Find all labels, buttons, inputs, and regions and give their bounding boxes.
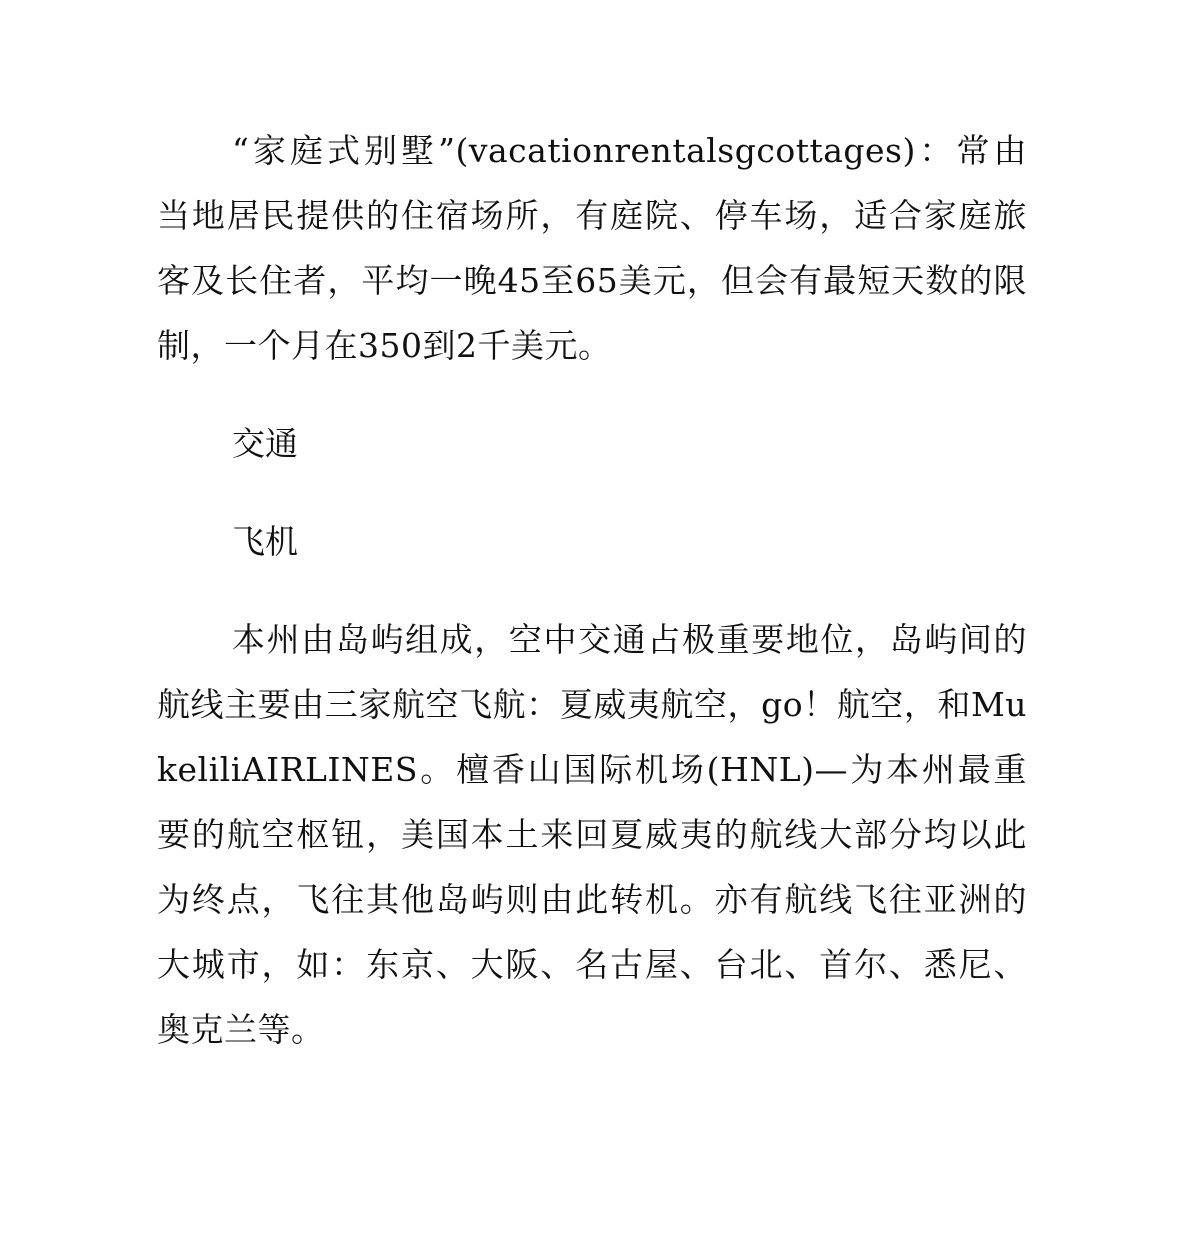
paragraph-air-travel: 本州由岛屿组成，空中交通占极重要地位，岛屿间的航线主要由三家航空飞航：夏威夷航空，go！航空，和MukeliliAIRLINES。檀香山国际机场(HNL)—为本州最重要的航空枢钮，美国本土来回夏威夷的航线大部分均以此为终点，飞往其他岛屿则由此转机。亦有航线飞往亚洲的大城市，如：东京、大阪、名古屋、台北、首尔、悉尼、奥克兰等。 xyxy=(157,620,1027,1049)
paragraph-vacation-rentals: “家庭式别墅”(vacationrentalsgcottages)：常由当地居民提供的住宿场所，有庭院、停车场，适合家庭旅客及长住者，平均一晚45至65美元，但会有最短天数的限制，一个月在350到2千美元。 xyxy=(157,131,1027,365)
heading-plane: 飞机 xyxy=(232,522,298,561)
document-page xyxy=(157,118,1027,1062)
heading-transport: 交通 xyxy=(232,424,298,463)
